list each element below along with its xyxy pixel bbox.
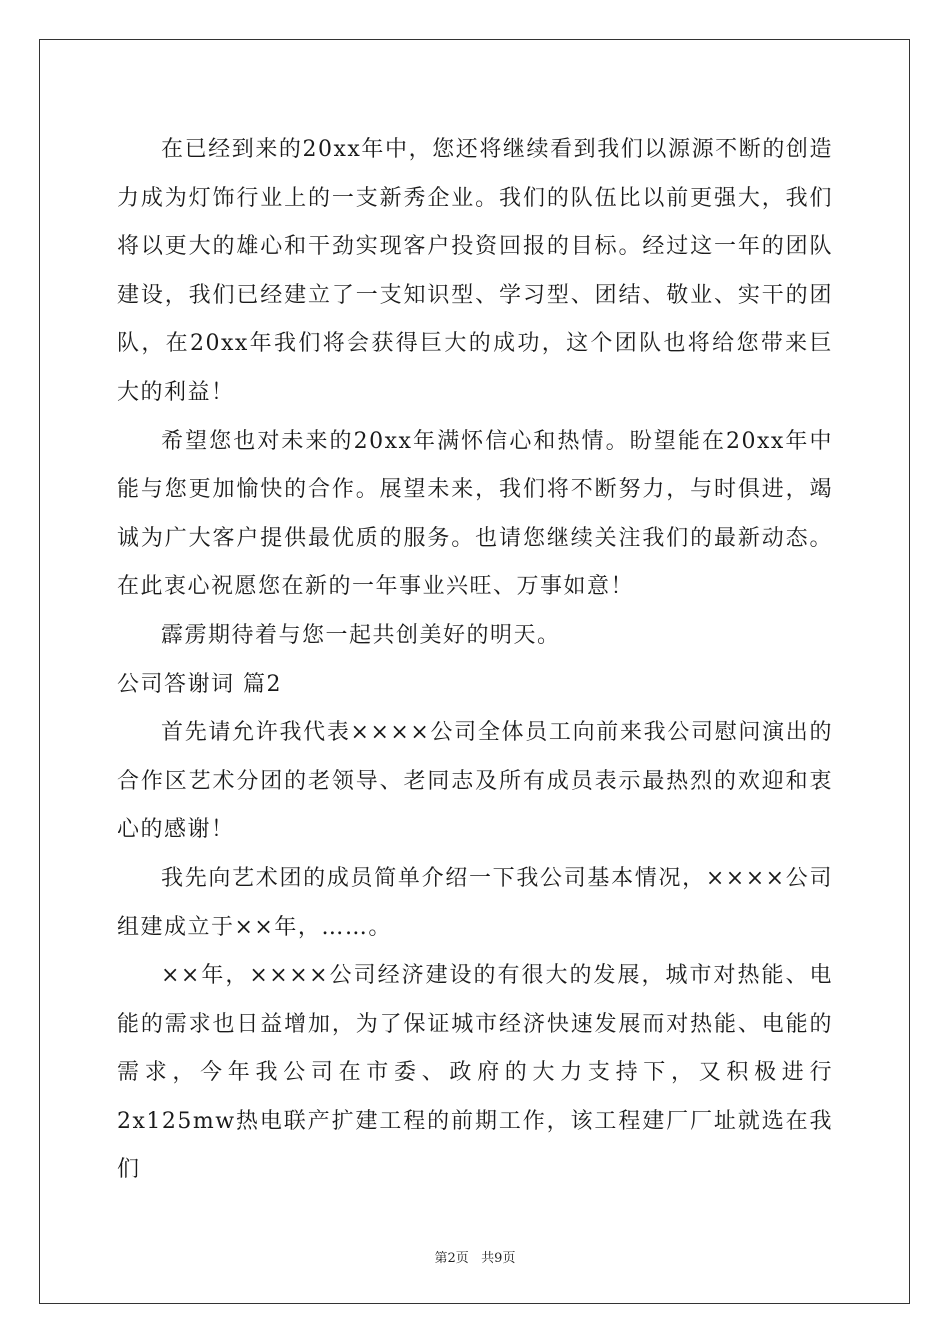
section-heading: 公司答谢词 篇2 bbox=[117, 671, 282, 697]
paragraph: 我先向艺术团的成员简单介绍一下我公司基本情况，××××公司组建成立于××年，……。 bbox=[117, 865, 833, 940]
paragraph: ××年，××××公司经济建设的有很大的发展，城市对热能、电能的需求也日益增加，为了保证城市经济快速发展而对热能、电能的需求，今年我公司在市委、政府的大力支持下，又积极进行2x125mw热电联产扩建工程的前期工作，该工程建厂厂址就选在我们 bbox=[117, 963, 833, 1183]
paragraph: 希望您也对未来的20xx年满怀信心和热情。盼望能在20xx年中能与您更加愉快的合作。展望未来，我们将不断努力，与时俱进，竭诚为广大客户提供最优质的服务。也请您继续关注我们的最新动态。在此衷心祝愿您在新的一年事业兴旺、万事如意！ bbox=[117, 428, 833, 600]
document-body bbox=[117, 126, 833, 1195]
page-number-footer: 第2页 共9页 bbox=[434, 1251, 516, 1266]
paragraph: 在已经到来的20xx年中，您还将继续看到我们以源源不断的创造力成为灯饰行业上的一支新秀企业。我们的队伍比以前更强大，我们将以更大的雄心和干劲实现客户投资回报的目标。经过这一年的团队建设，我们已经建立了一支知识型、学习型、团结、敬业、实干的团队，在20xx年我们将会获得巨大的成功，这个团队也将给您带来巨大的利益！ bbox=[117, 137, 833, 405]
paragraph: 霹雳期待着与您一起共创美好的明天。 bbox=[161, 622, 561, 648]
paragraph: 首先请允许我代表××××公司全体员工向前来我公司慰问演出的合作区艺术分团的老领导、老同志及所有成员表示最热烈的欢迎和衷心的感谢！ bbox=[117, 720, 833, 843]
